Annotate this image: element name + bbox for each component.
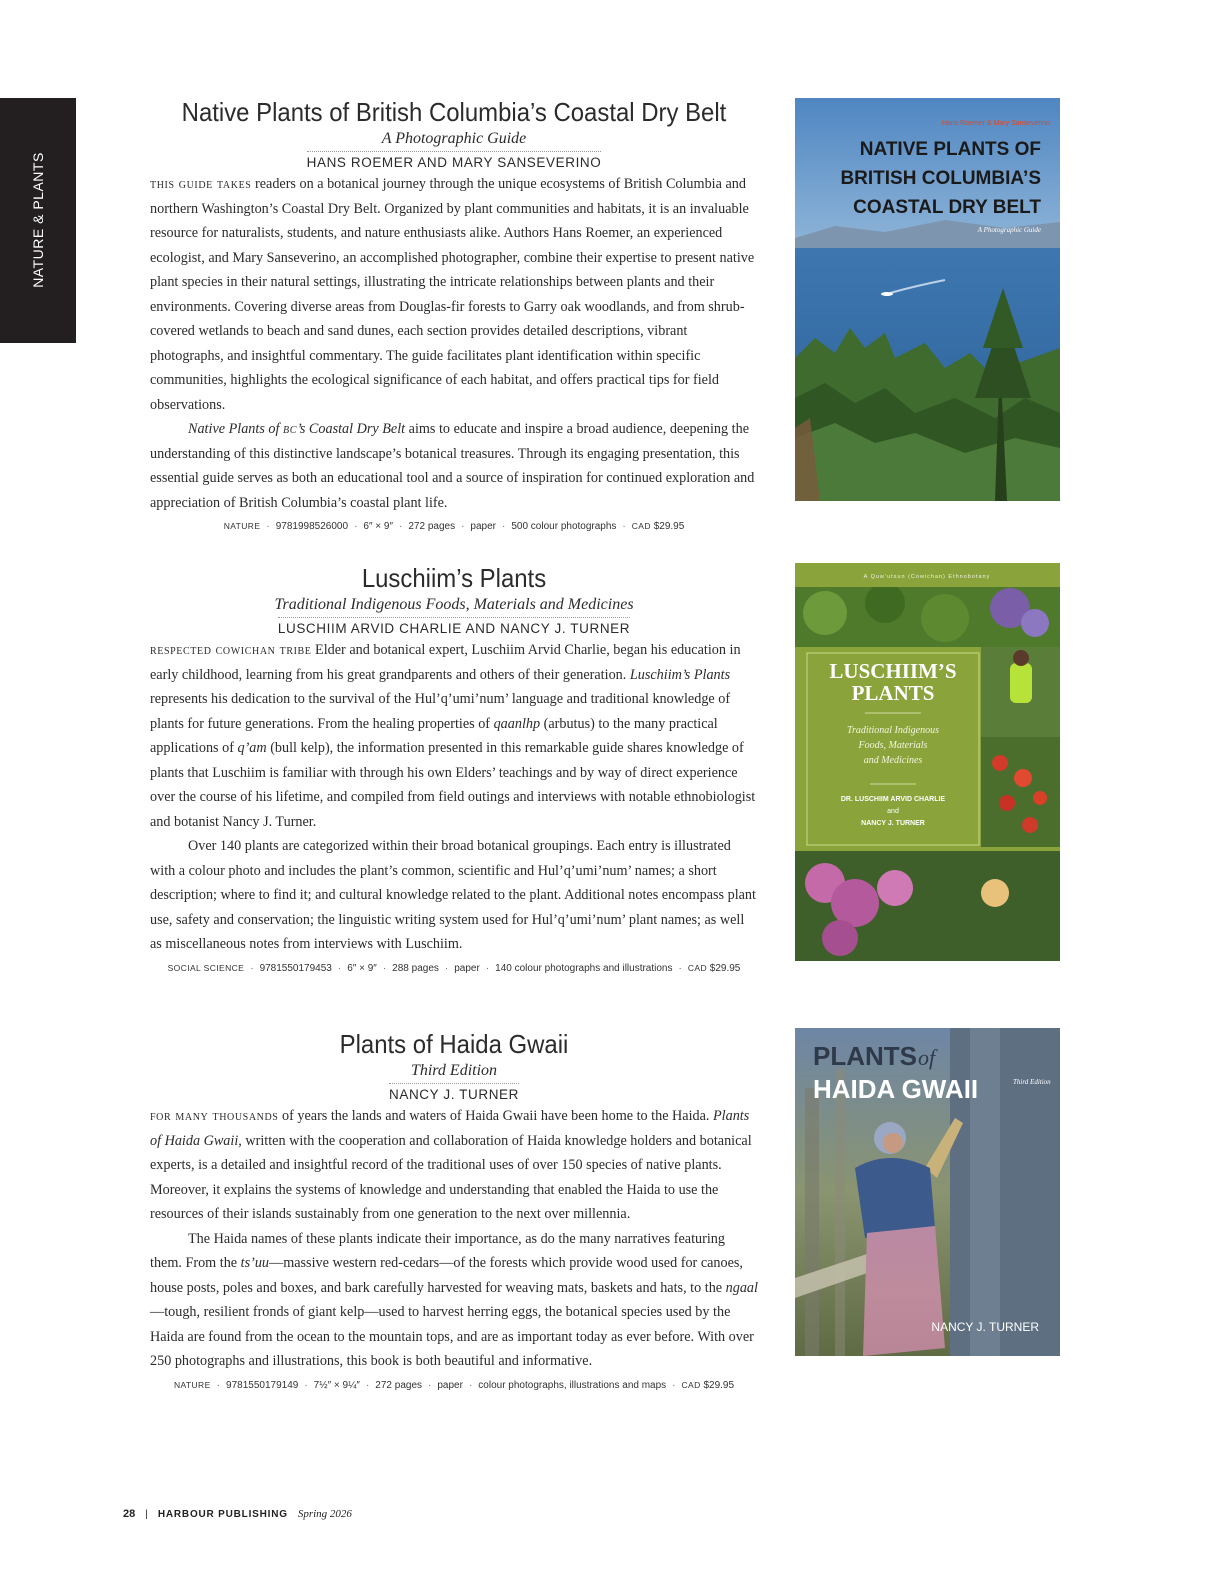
- book-description: this guide takes readers on a botanical journey through the unique ecosystems of British Columbia and northern Washington’s Coastal Dry Belt. Organized by plant communities and habitats, it is an invaluable resource for naturalists, students, and nature enthusiasts alike. Authors Hans Roemer, an experienced ecologist, and Mary Sanseverino, an accomplished photographer, combine their expertise to present native plant species in their natural settings, illustrating the intricate relationships between plants and their environments. Covering diverse areas from Douglas-fir forests to Garry oak woodlands, and from shrub-covered wetlands to beach and sand dunes, each section provides detailed descriptions, vibrant photographs, and insightful commentary. The guide facilitates plant identification within specific communities, highlights the ecological significance of each habitat, and offers practical tips for field observations.: [150, 176, 755, 413]
- cover-title-a: PLANTS: [813, 1041, 917, 1071]
- cover-title-line-3: COASTAL DRY BELT: [853, 197, 1041, 218]
- book-title: Luschiim’s Plants: [361, 563, 547, 593]
- page-number: 28: [123, 1508, 136, 1520]
- book-subtitle: Traditional Indigenous Foods, Materials and Medicines: [274, 596, 634, 613]
- cover-title-of: of: [918, 1045, 936, 1070]
- book-description-2: Native Plants of bc’s Coastal Dry Belt aims to educate and inspire a broad audience, deepening the understanding of this distinctive landscape’s botanical treasures. Through its engaging presentation, this essential guide serves as both an educational tool and a source of inspiration for continued exploration and appreciation of British Columbia’s coastal plant life.: [150, 421, 755, 511]
- book-description: for many thousands of years the lands and waters of Haida Gwaii have been home to the Haida. Plants of Haida Gwaii, written with the cooperation and collaboration of Haida knowledge holders and botanical experts, is a detailed and insightful record of the traditional uses of over 150 species of native plants. Moreover, it explains the systems of knowledge and understanding that enabled the Haida to use the resources of their islands sustainably from one generation to the next over millennia.: [150, 1108, 752, 1222]
- section-tab: [0, 98, 76, 343]
- book-metadata: NATURE · 9781998526000 · 6″ × 9″ · 272 pages · paper · 500 colour photographs · CAD $29.95: [223, 521, 685, 532]
- book-description-2: The Haida names of these plants indicate their importance, as do the many narratives featuring them. From the ts’uu—massive western red-cedars—of the forests which provide wood used for canoes, house posts, poles and boxes, and bark carefully harvested for weaving mats, baskets and hats, to the ngaal—tough, resilient fronds of giant kelp—used to harvest herring eggs, the botanical species used by the Haida are found from the ocean to the mountain tops, and are as important today as ever before. With over 250 photographs and illustrations, this book is both beautiful and informative.: [150, 1230, 758, 1369]
- book-metadata: NATURE · 9781550179149 · 7½″ × 9¼″ · 272 pages · paper · colour photographs, illustrations and maps · CAD $29.95: [173, 1379, 735, 1391]
- book-description-2: Over 140 plants are categorized within their broad botanical groupings. Each entry is illustrated with a colour photo and includes the plant’s common, scientific and Hul’q’umi’num’ names; a short description; where to find it; and cultural knowledge related to the plant. Additional notes encompass plant use, safety and conservation; the linguistic writing system used for Hul’q’umi’num’ plant names; as well as miscellaneous notes from interviews with Luschiim.: [150, 838, 756, 952]
- book-authors: NANCY J. TURNER: [389, 1083, 519, 1104]
- cover-edition: Third Edition: [1013, 1078, 1051, 1086]
- book-subtitle: A Photographic Guide: [381, 130, 527, 147]
- cover-title-line-1: LUSCHIIM’S: [829, 659, 957, 683]
- cover-title-line-2: BRITISH COLUMBIA’S: [840, 168, 1041, 189]
- book-title: Native Plants of British Columbia’s Coastal Dry Belt: [181, 97, 727, 127]
- book-entry-luschiims-plants: [150, 562, 758, 977]
- book-title: Plants of Haida Gwaii: [339, 1029, 569, 1059]
- cover-author: NANCY J. TURNER: [931, 1320, 1039, 1334]
- cover-author-line-3: NANCY J. TURNER: [861, 820, 925, 827]
- cover-author-line-2: and: [887, 808, 899, 815]
- cover-subtitle-line-1: Traditional Indigenous: [847, 725, 939, 736]
- book-cover-luschiims-plants: [795, 563, 1060, 961]
- footer-separator: |: [145, 1509, 148, 1520]
- cover-title-line-2: PLANTS: [851, 681, 935, 705]
- section-tab-label: NATURE & PLANTS: [30, 152, 46, 288]
- book-description: respected cowichan tribe Elder and botanical expert, Luschiim Arvid Charlie, began his education in early childhood, learning from his great grandparents and others of their generation. Luschiim’s Plants represents his dedication to the survival of the Hul’q’umi’num’ language and traditional knowledge of plants for future generations. From the healing properties of qaanlhp (arbutus) to the many practical applications of q’am (bull kelp), the information presented in this remarkable guide shares knowledge of plants that Luschiim is familiar with through his own Elders’ teachings and by way of direct experience over the course of his lifetime, and compiled from field outings and interviews with notable ethnobiologist and botanist Nancy J. Turner.: [150, 642, 756, 830]
- book-metadata: SOCIAL SCIENCE · 9781550179453 · 6″ × 9″ · 288 pages · paper · 140 colour photographs and illustrations · CAD $29.95: [167, 962, 741, 974]
- cover-subtitle-line-3: and Medicines: [863, 755, 923, 766]
- cover-subtitle: A Photographic Guide: [977, 226, 1041, 234]
- page-footer: [123, 1508, 352, 1520]
- cover-credit: A Quw’utsun (Cowichan) Ethnobotany: [863, 574, 991, 580]
- catalog-season: Spring 2026: [297, 1508, 352, 1520]
- cover-credit: Hans Roemer & Mary Sanseverino: [941, 120, 1050, 127]
- book-authors: LUSCHIIM ARVID CHARLIE AND NANCY J. TURNER: [278, 617, 630, 638]
- book-cover-plants-of-haida-gwaii: [795, 1028, 1060, 1356]
- cover-title-b: HAIDA GWAII: [813, 1074, 979, 1104]
- cover-author-line-1: DR. LUSCHIIM ARVID CHARLIE: [840, 796, 946, 803]
- book-authors: HANS ROEMER AND MARY SANSEVERINO: [307, 151, 602, 172]
- cover-subtitle-line-2: Foods, Materials: [858, 740, 928, 751]
- publisher-name: HARBOUR PUBLISHING: [157, 1509, 288, 1520]
- book-subtitle: Third Edition: [410, 1062, 498, 1079]
- book-entry-plants-of-haida-gwaii: [150, 1028, 758, 1394]
- book-cover-native-plants: [795, 98, 1060, 501]
- book-entry-native-plants: [150, 96, 758, 535]
- cover-title-line-1: NATIVE PLANTS OF: [859, 139, 1041, 160]
